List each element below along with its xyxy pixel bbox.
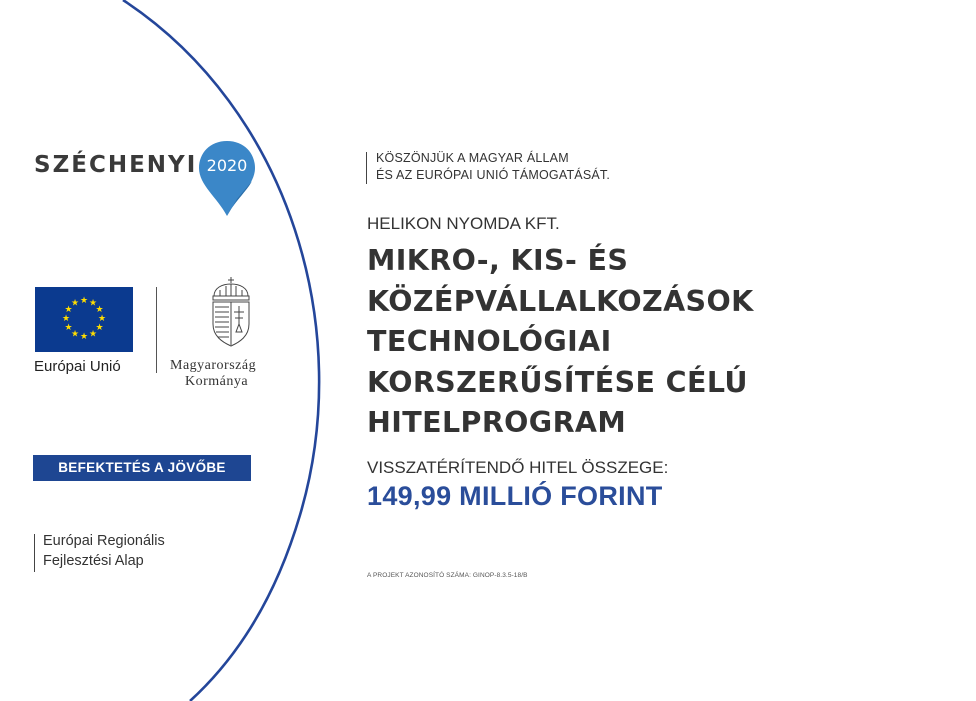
program-title <box>367 241 927 444</box>
eu-flag <box>35 287 133 352</box>
program-title-line: KÖZÉPVÁLLALKOZÁSOK <box>367 284 754 318</box>
eu-stars-icon <box>35 287 133 352</box>
government-label-line2: Kormánya <box>185 374 249 389</box>
thanks-divider <box>366 152 367 184</box>
fund-label-line2: Fejlesztési Alap <box>43 553 144 569</box>
szechenyi-logo-text: SZÉCHENYI <box>34 152 198 178</box>
loan-amount-label: VISSZATÉRÍTENDŐ HITEL ÖSSZEGE: <box>367 458 669 477</box>
program-title-line: TECHNOLÓGIAI <box>367 325 612 358</box>
svg-text:★: ★ <box>70 298 80 309</box>
fund-divider <box>34 534 35 572</box>
svg-text:★: ★ <box>64 305 73 315</box>
eu-label: Európai Unió <box>34 358 121 375</box>
svg-text:★: ★ <box>61 314 71 324</box>
logo-divider <box>156 287 157 373</box>
program-title-line: KORSZERŰSÍTÉSE CÉLÚ <box>367 365 748 399</box>
thanks-line1: KÖSZÖNJÜK A MAGYAR ÁLLAM <box>376 151 569 165</box>
program-title-line: MIKRO-, KIS- ÉS <box>367 244 629 277</box>
loan-amount-value: 149,99 MILLIÓ FORINT <box>367 481 663 511</box>
svg-text:★: ★ <box>95 323 104 333</box>
map-pin-icon <box>197 139 257 219</box>
svg-text:★: ★ <box>88 298 98 309</box>
svg-text:★: ★ <box>88 329 98 340</box>
project-id: A PROJEKT AZONOSÍTÓ SZÁMA: GINOP-8.3.5-18/B <box>367 572 528 579</box>
svg-text:★: ★ <box>64 323 73 333</box>
coat-of-arms-icon <box>206 276 256 348</box>
government-label-line1: Magyarország <box>170 358 257 373</box>
svg-text:★: ★ <box>79 296 89 306</box>
svg-text:★: ★ <box>79 332 89 342</box>
program-title-line: HITELPROGRAM <box>367 406 627 439</box>
svg-text:★: ★ <box>97 314 107 324</box>
thanks-line2: ÉS AZ EURÓPAI UNIÓ TÁMOGATÁSÁT. <box>376 168 611 182</box>
svg-text:★: ★ <box>70 329 80 340</box>
szechenyi-logo-year: 2020 <box>206 156 248 175</box>
company-name: HELIKON NYOMDA KFT. <box>367 214 560 233</box>
fund-label-line1: Európai Regionális <box>43 533 165 549</box>
svg-text:★: ★ <box>95 305 104 315</box>
invest-future-badge: BEFEKTETÉS A JÖVŐBE <box>33 455 251 481</box>
